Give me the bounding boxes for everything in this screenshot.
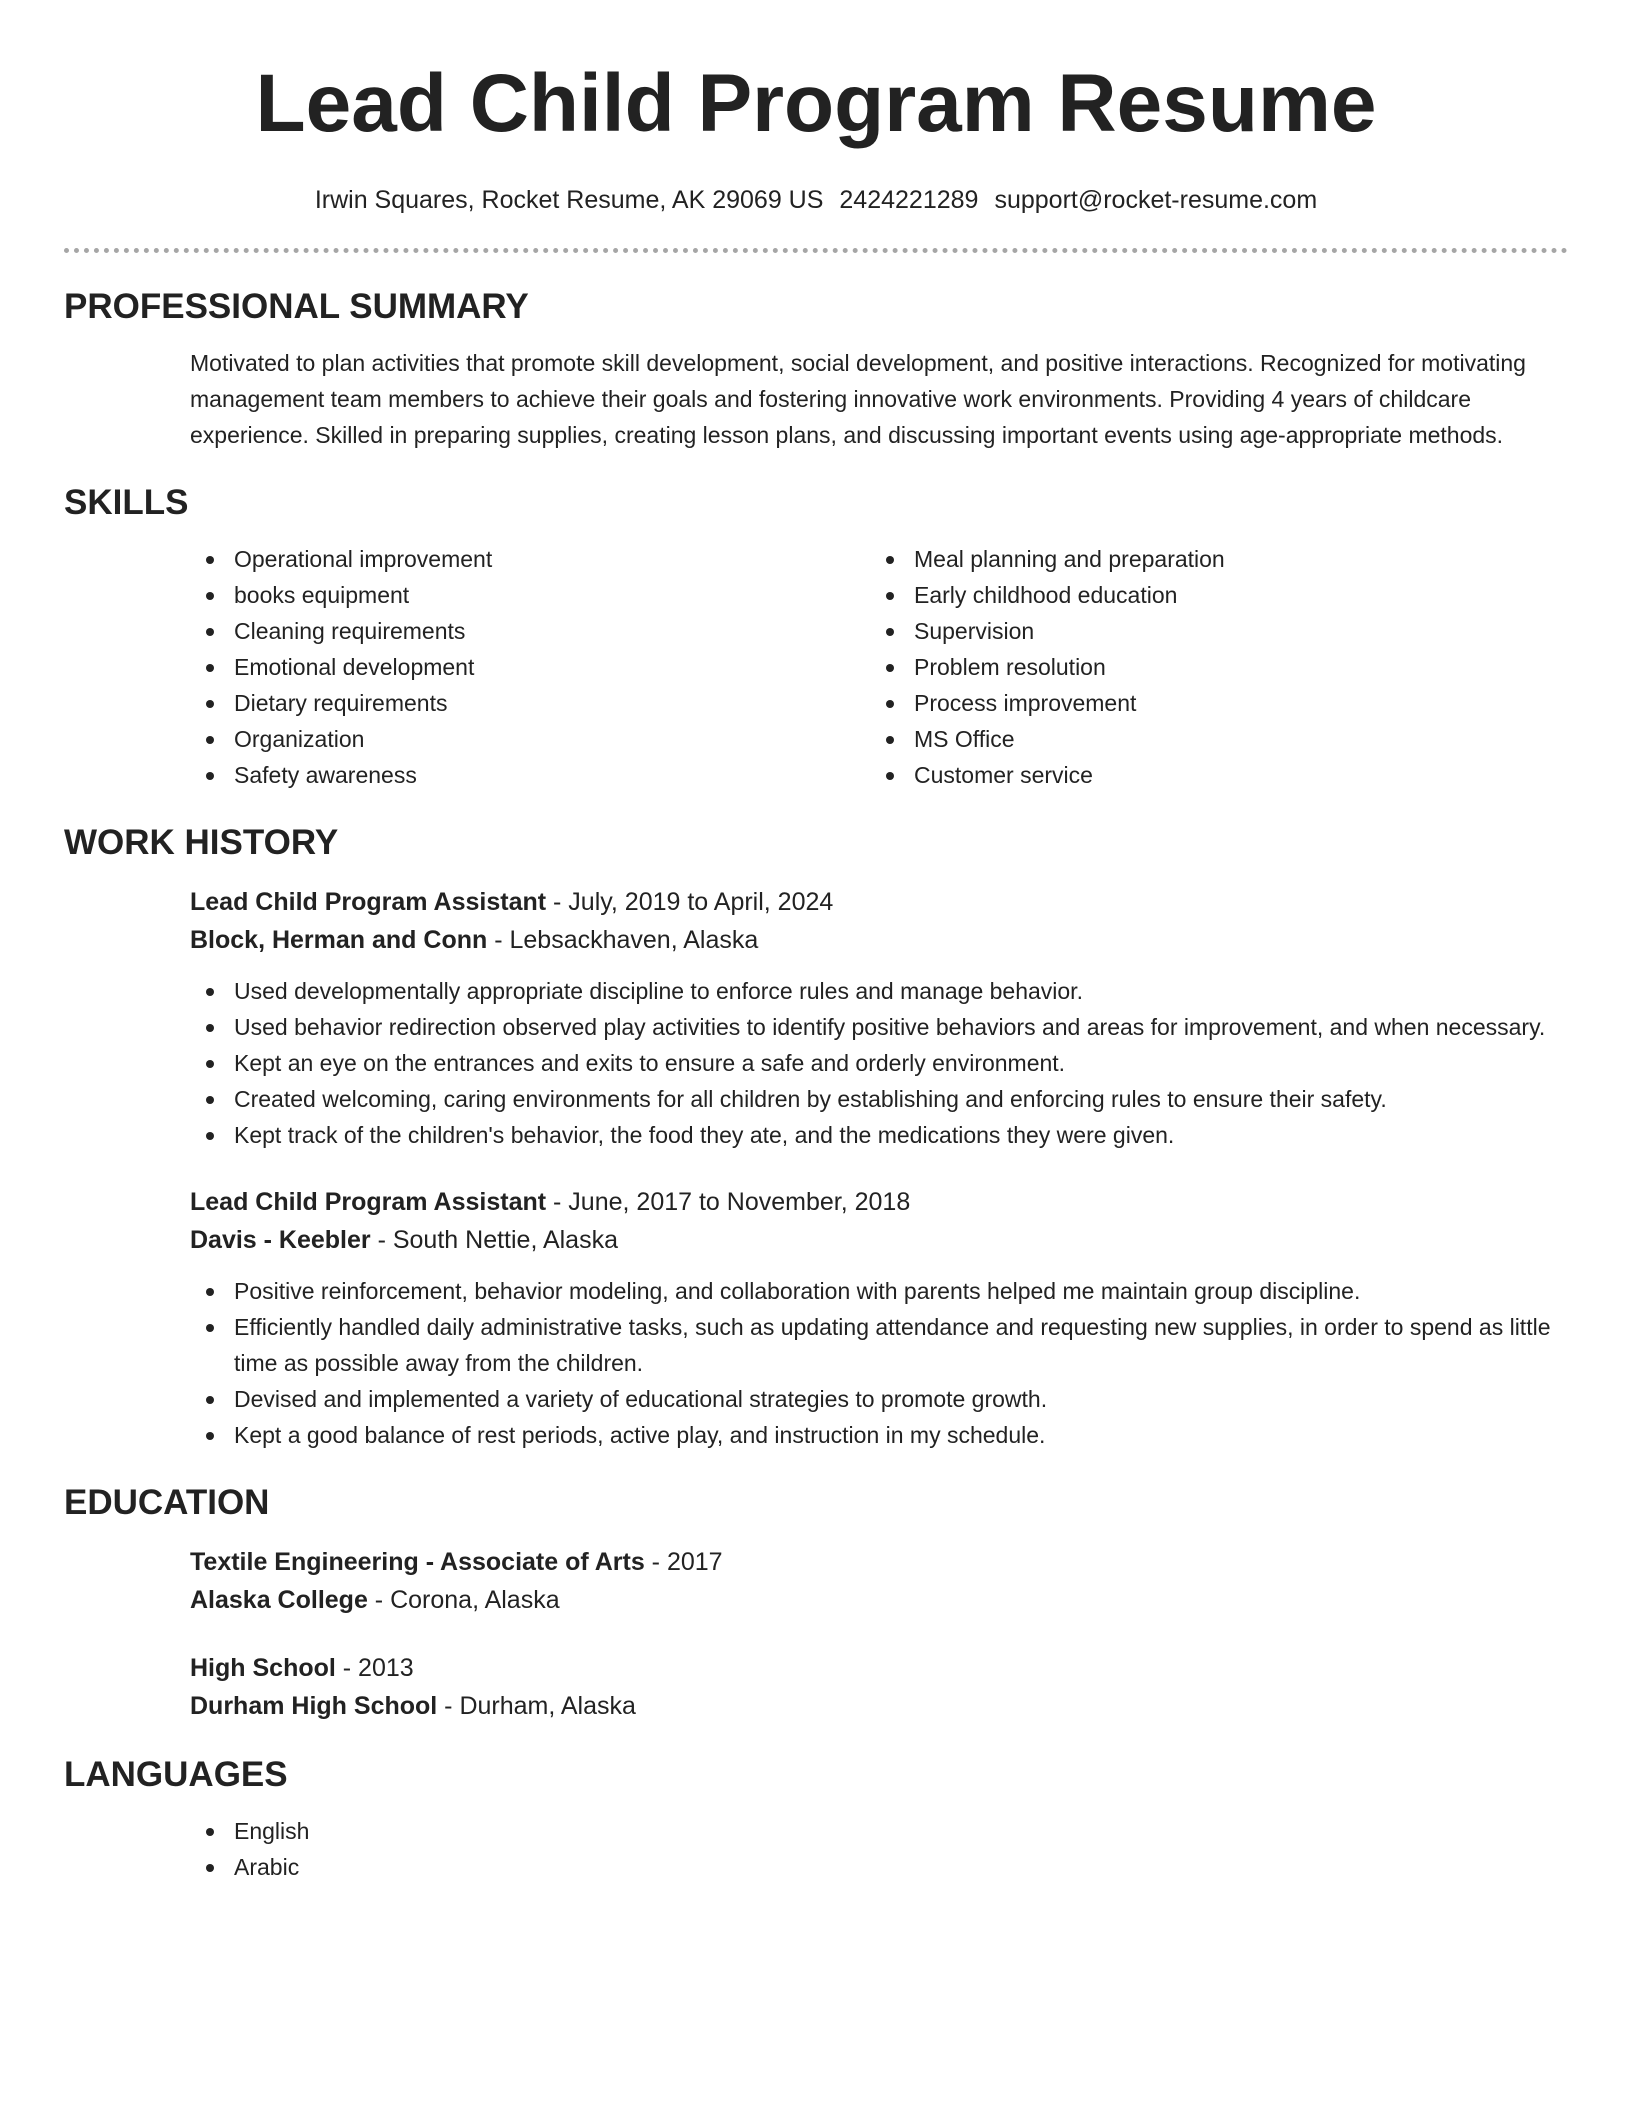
skill-item: Process improvement	[870, 685, 1550, 721]
job-bullet: Used behavior redirection observed play activities to identify positive behaviors and areas for improvement, and when necessary.	[190, 1009, 1568, 1045]
summary-section	[64, 285, 1568, 453]
job-bullets	[190, 973, 1568, 1153]
job-bullet: Kept a good balance of rest periods, active play, and instruction in my schedule.	[190, 1417, 1568, 1453]
job-title: Lead Child Program Assistant	[190, 888, 547, 916]
job-bullets	[190, 1273, 1568, 1453]
school-line	[190, 1581, 1568, 1619]
skill-item: Early childhood education	[870, 577, 1550, 613]
work-history-section	[64, 821, 1568, 1453]
job-location: - South Nettie, Alaska	[370, 1226, 618, 1254]
education-entry	[190, 1543, 1568, 1619]
job-bullet: Efficiently handled daily administrative tasks, such as updating attendance and requesting new supplies, in order to spend as little time as possible away from the children.	[190, 1309, 1568, 1381]
degree-line	[190, 1543, 1568, 1581]
degree-line	[190, 1649, 1568, 1687]
job-entry	[190, 1183, 1568, 1453]
contact-address: Irwin Squares, Rocket Resume, AK 29069 US	[314, 186, 824, 214]
job-bullet: Kept track of the children's behavior, the food they ate, and the medications they were given.	[190, 1117, 1568, 1153]
skills-list-right	[870, 541, 1550, 793]
languages-section	[64, 1753, 1568, 1885]
languages-list	[190, 1813, 1568, 1885]
skill-item: Customer service	[870, 757, 1550, 793]
job-title: Lead Child Program Assistant	[190, 1188, 547, 1216]
school-location: - Corona, Alaska	[367, 1586, 560, 1614]
contact-line	[64, 184, 1568, 216]
job-bullet: Created welcoming, caring environments for all children by establishing and enforcing rules to ensure their safety.	[190, 1081, 1568, 1117]
skill-item: Dietary requirements	[190, 685, 870, 721]
work-history-heading: WORK HISTORY	[64, 823, 339, 862]
degree: High School	[190, 1654, 336, 1682]
skills-list-left	[190, 541, 870, 793]
skill-item: Meal planning and preparation	[870, 541, 1550, 577]
contact-email: support@rocket-resume.com	[994, 186, 1318, 214]
job-bullet: Positive reinforcement, behavior modeling, and collaboration with parents helped me maintain group discipline.	[190, 1273, 1568, 1309]
language-item: English	[190, 1813, 1568, 1849]
job-title-line	[190, 1183, 1568, 1221]
skills-heading: SKILLS	[64, 483, 189, 522]
job-bullet: Kept an eye on the entrances and exits to ensure a safe and orderly environment.	[190, 1045, 1568, 1081]
contact-phone: 2424221289	[839, 186, 979, 214]
degree-year: - 2017	[644, 1548, 723, 1576]
languages-heading: LANGUAGES	[64, 1755, 288, 1794]
job-company-line	[190, 1221, 1568, 1259]
job-bullet: Devised and implemented a variety of educational strategies to promote growth.	[190, 1381, 1568, 1417]
job-dates: - July, 2019 to April, 2024	[546, 888, 834, 916]
degree-year: - 2013	[335, 1654, 414, 1682]
education-heading: EDUCATION	[64, 1483, 270, 1522]
job-title-line	[190, 883, 1568, 921]
skill-item: Emotional development	[190, 649, 870, 685]
school-location: - Durham, Alaska	[437, 1692, 636, 1720]
skill-item: Problem resolution	[870, 649, 1550, 685]
summary-heading: PROFESSIONAL SUMMARY	[64, 287, 529, 326]
education-entry	[190, 1649, 1568, 1725]
summary-text: Motivated to plan activities that promote skill development, social development, and positive interactions. Recognized for motivating management team members to achieve their goals and fostering innovative work environments. Providing 4 years of childcare experience. Skilled in preparing supplies, creating lesson plans, and discussing important events using age-appropriate methods.	[190, 350, 1526, 448]
job-dates: - June, 2017 to November, 2018	[546, 1188, 911, 1216]
job-bullet: Used developmentally appropriate discipline to enforce rules and manage behavior.	[190, 973, 1568, 1009]
school: Durham High School	[190, 1692, 438, 1720]
skill-item: Operational improvement	[190, 541, 870, 577]
job-company: Davis - Keebler	[190, 1226, 371, 1254]
skill-item: Cleaning requirements	[190, 613, 870, 649]
skill-item: books equipment	[190, 577, 870, 613]
education-section	[64, 1481, 1568, 1725]
school: Alaska College	[190, 1586, 368, 1614]
skill-item: MS Office	[870, 721, 1550, 757]
school-line	[190, 1687, 1568, 1725]
resume-title: Lead Child Program Resume	[255, 58, 1377, 149]
language-item: Arabic	[190, 1849, 1568, 1885]
job-company-line	[190, 921, 1568, 959]
degree: Textile Engineering - Associate of Arts	[190, 1548, 645, 1576]
skill-item: Organization	[190, 721, 870, 757]
job-location: - Lebsackhaven, Alaska	[487, 926, 759, 954]
header-divider	[64, 248, 1568, 253]
skills-section	[64, 481, 1568, 793]
skill-item: Supervision	[870, 613, 1550, 649]
job-company: Block, Herman and Conn	[190, 926, 488, 954]
job-entry	[190, 883, 1568, 1153]
skill-item: Safety awareness	[190, 757, 870, 793]
